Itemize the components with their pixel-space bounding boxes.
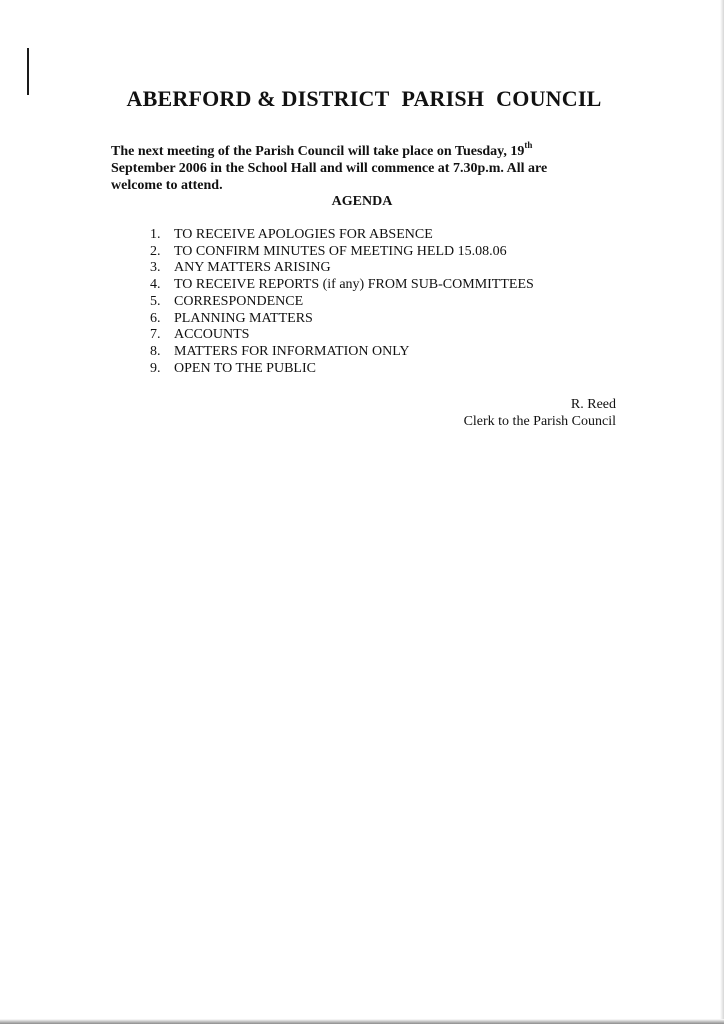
agenda-item-number: 5.	[150, 293, 161, 309]
title-part-3: COUNCIL	[496, 86, 602, 111]
agenda-item-number: 1.	[150, 227, 161, 242]
notice-line-2: September 2006 in the School Hall and will commence at 7.30p.m. All are	[111, 161, 548, 176]
agenda-list	[150, 227, 534, 377]
page-edge-shade	[720, 0, 724, 1024]
notice-ordinal-suffix: th	[524, 140, 533, 151]
agenda-item-number: 9.	[150, 360, 161, 376]
agenda-item-text: OPEN TO THE PUBLIC	[174, 360, 316, 376]
agenda-item-number: 6.	[150, 310, 161, 326]
notice-line-1	[111, 140, 631, 160]
agenda-item	[150, 327, 534, 344]
agenda-item	[150, 361, 534, 378]
agenda-item-text: TO RECEIVE APOLOGIES FOR ABSENCE	[174, 227, 433, 242]
meeting-notice	[111, 140, 631, 194]
agenda-item-text: ANY MATTERS ARISING	[174, 260, 331, 276]
agenda-item-text: MATTERS FOR INFORMATION ONLY	[174, 343, 410, 359]
agenda-item-text: TO CONFIRM MINUTES OF MEETING HELD 15.08.06	[174, 243, 507, 259]
agenda-item	[150, 294, 534, 311]
agenda-item	[150, 244, 534, 261]
notice-line-3: welcome to attend.	[111, 178, 223, 193]
page-bottom-edge	[0, 1019, 724, 1024]
signatory-name: R. Reed	[570, 397, 616, 412]
agenda-item	[150, 260, 534, 277]
notice-line-1-text: The next meeting of the Parish Council will take place on Tuesday, 19	[111, 144, 525, 159]
agenda-item-number: 7.	[150, 327, 161, 343]
signature-block	[464, 396, 616, 430]
agenda-item	[150, 344, 534, 361]
signatory-role: Clerk to the Parish Council	[463, 414, 616, 429]
agenda-item-text: CORRESPONDENCE	[174, 293, 304, 309]
agenda-item-number: 2.	[150, 243, 161, 259]
agenda-item	[150, 277, 534, 294]
page-title	[0, 86, 724, 112]
agenda-item-number: 3.	[150, 260, 161, 276]
agenda-item-number: 8.	[150, 343, 161, 359]
agenda-item-text: PLANNING MATTERS	[174, 310, 313, 326]
agenda-item-number: 4.	[150, 277, 161, 293]
agenda-item	[150, 311, 534, 328]
agenda-heading: AGENDA	[331, 194, 393, 209]
title-part-2: PARISH	[401, 86, 485, 111]
agenda-item-text: TO RECEIVE REPORTS (if any) FROM SUB-COMMITTEES	[174, 277, 534, 293]
agenda-item-text: ACCOUNTS	[174, 327, 250, 343]
agenda-item	[150, 227, 534, 244]
title-part-1: ABERFORD & DISTRICT	[126, 86, 390, 111]
